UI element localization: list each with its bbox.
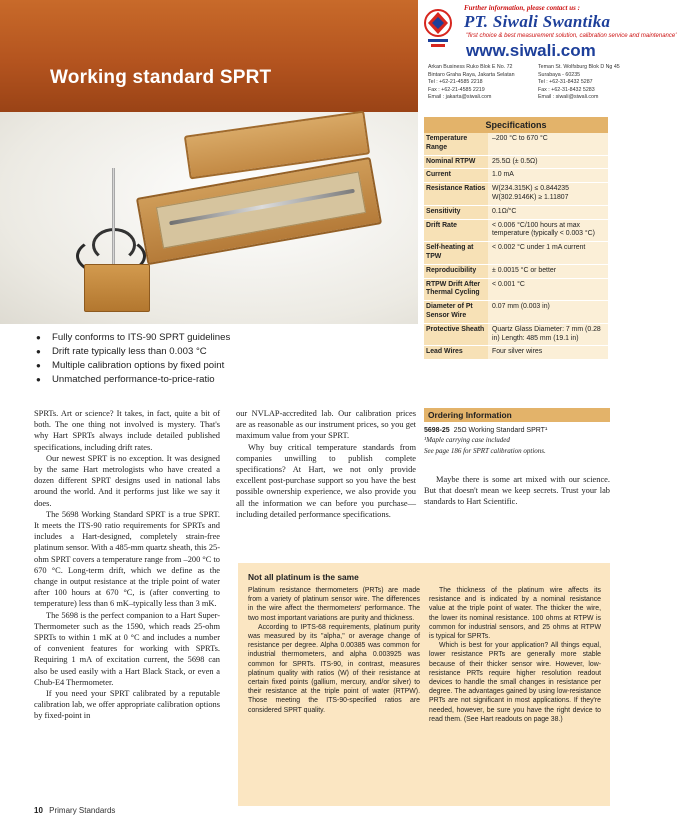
spec-row <box>424 242 608 265</box>
spec-label: Protective Sheath <box>424 323 488 346</box>
banner-background <box>0 0 418 112</box>
feature-item: ● Fully conforms to ITS-90 SPRT guidelines <box>36 331 230 345</box>
body-paragraph: Why buy critical temperature standards from companies unwilling to publish complete specifications? At Hart, we not only provide excellent post-purchase support so you have the best possible ownership experience, we also provide you all the information we can before you purchase—including detailed performance specifications. <box>236 442 416 519</box>
company-logo-icon <box>422 8 454 54</box>
ordering-information <box>424 408 610 457</box>
spec-row <box>424 155 608 169</box>
spec-row <box>424 346 608 360</box>
body-paragraph: Our newest SPRT is no exception. It was designed by the same Hart metrologists who have created a dozen different SPRT designs used in national labs around the world. And it performs just like we say it does. <box>34 453 220 508</box>
spec-value: < 0.002 °C under 1 mA current <box>488 242 608 265</box>
spec-label: Drift Rate <box>424 219 488 242</box>
model-number: 5698-25 <box>424 427 450 434</box>
ordering-heading: Ordering Information <box>424 408 610 422</box>
page-title: Working standard SPRT <box>50 67 272 88</box>
spec-label: Lead Wires <box>424 346 488 360</box>
spec-label: RTPW Drift After Thermal Cycling <box>424 278 488 301</box>
body-paragraph: SPRTs. Art or science? It takes, in fact, quite a bit of both. The one thing not involved is mystery. That's why Hart SPRTs always include detailed published specifications, including drift rates. <box>34 409 220 452</box>
sidebar-paragraph: Which is best for your application? All things equal, lower resistance PRTs are generally more stable because of their thicker sensor wire. However, low-resistance PRTs require higher resolution readout devices to handle the small changes in resistance per degree. The advantages gained by using low-resistance PRTs are not significant in most applications. If they're needed, however, be sure you have the right device to read them. (See Hart readouts on page 38.) <box>429 642 601 723</box>
spec-value: Quartz Glass Diameter: 7 mm (0.28 in) Length: 485 mm (19.1 in) <box>488 323 608 346</box>
spec-row <box>424 278 608 301</box>
address-jakarta: Arkan Business Ruko Blok E No. 72 Bintaro Graha Raya, Jakarta Selatan Tel : +62-21-4585 2218 Fax : +62-21-4585 2219 Email : jakarta@siwali.com <box>428 64 515 101</box>
company-name: PT. Siwali Swantika <box>464 12 611 31</box>
spec-row <box>424 219 608 242</box>
spec-label: Current <box>424 169 488 183</box>
page-footer <box>34 806 115 815</box>
feature-item: ● Unmatched performance-to-price-ratio <box>36 373 230 387</box>
spec-row <box>424 133 608 155</box>
standing-probe <box>112 168 115 268</box>
spec-value: 0.07 mm (0.003 in) <box>488 301 608 324</box>
spec-row <box>424 301 608 324</box>
spec-label: Temperature Range <box>424 133 488 155</box>
body-paragraph: The 5698 is the perfect companion to a Hart Super-Thermometer such as the 1590, which reads 25-ohm SPRTs to within 1 mK at 0 °C and includes a number of convenient features for working with SPRTs. Requiring 1 mA of excitation current, the 5698 can also be used easily with a Hart Black Stack, or even a Chub-E4 Thermometer. <box>34 610 220 687</box>
body-column-3: Maybe there is some art mixed with our science. But that doesn't mean we keep secrets. Trust your lab standards to Hart Scientific. <box>424 475 610 507</box>
order-footnote: ¹Maple carrying case included <box>424 436 510 444</box>
page-number: 10 <box>34 806 43 815</box>
body-column-1 <box>34 408 220 722</box>
spec-row <box>424 264 608 278</box>
spec-row <box>424 183 608 206</box>
sidebar-column-right <box>429 586 601 724</box>
spec-label: Sensitivity <box>424 205 488 219</box>
company-tagline: "first choice & best measurement solution, calibration service and maintenance" <box>466 33 677 39</box>
spec-label: Resistance Ratios <box>424 183 488 206</box>
company-website-link[interactable]: www.siwali.com <box>466 41 596 60</box>
spec-label: Self-heating at TPW <box>424 242 488 265</box>
spec-value: W(234.315K) ≤ 0.844235 W(302.9146K) ≥ 1.11807 <box>488 183 608 206</box>
wooden-stand <box>84 264 150 312</box>
section-name: Primary Standards <box>49 806 116 815</box>
body-paragraph: The 5698 Working Standard SPRT is a true SPRT. It meets the ITS-90 ratio requirements for SPRTs and includes a Hart-designed, completely strain-free platinum sensor. With a 485-mm quartz sheath, this 25-ohm SPRT covers a temperature range from –200 °C to 670 °C. Long-term drift, which we define as the change in output resistance at the triple point of water after 100 hours at 670 °C, is (after converting to temperature) less than 6 mK–typically less than 3 mK. <box>34 509 220 609</box>
body-paragraph: our NVLAP-accredited lab. Our calibration prices are as reasonable as our instrument prices, so you get maximum value from your SPRT. <box>236 409 416 441</box>
address-surabaya: Teman St. Wolfsburg Blok D Ng 45 Surabaya - 60235 Tel : +62-31-8432 5287 Fax : +62-31-8432 5283 Email : siwali@siwali.com <box>538 64 620 101</box>
spec-row <box>424 323 608 346</box>
platinum-sidebar <box>238 563 610 806</box>
spec-value: 0.1Ω/°C <box>488 205 608 219</box>
spec-value: 25.5Ω (± 0.5Ω) <box>488 155 608 169</box>
spec-row <box>424 205 608 219</box>
feature-item: ● Multiple calibration options by fixed point <box>36 359 230 373</box>
order-line <box>424 426 610 435</box>
spec-row <box>424 169 608 183</box>
contact-heading: Further information, please contact us : <box>464 4 580 12</box>
sidebar-paragraph: Platinum resistance thermometers (PRTs) are made from a variety of platinum sensor wire. The differences in the wire affect the thermometers' performance. The two most important variations are purity and thickness. <box>248 587 420 622</box>
spec-value: Four silver wires <box>488 346 608 360</box>
model-description: 25Ω Working Standard SPRT¹ <box>453 427 548 434</box>
contact-block <box>418 0 677 112</box>
spec-value: 1.0 mA <box>488 169 608 183</box>
sidebar-title: Not all platinum is the same <box>248 572 359 582</box>
spec-label: Reproducibility <box>424 264 488 278</box>
spec-value: ± 0.0015 °C or better <box>488 264 608 278</box>
body-paragraph: If you need your SPRT calibrated by a reputable calibration lab, we offer appropriate calibration options by fixed-point in <box>34 689 220 721</box>
top-banner <box>0 0 677 112</box>
specifications-table <box>424 117 608 360</box>
body-column-2 <box>236 408 416 520</box>
feature-list <box>36 331 230 387</box>
feature-item: ● Drift rate typically less than 0.003 °C <box>36 345 230 359</box>
order-reference: See page 186 for SPRT calibration options. <box>424 447 546 455</box>
sidebar-paragraph: The thickness of the platinum wire affects its resistance and is indicated by a nominal resistance value at the triple point of water. The thicker the wire, the lower its nominal resistance. 100 ohms at RTPW is common for industrial sensors, and 25 ohms at RTPW is typical for SPRTs. <box>429 587 601 641</box>
specifications-heading: Specifications <box>424 117 608 133</box>
spec-label: Diameter of Pt Sensor Wire <box>424 301 488 324</box>
spec-value: < 0.001 °C <box>488 278 608 301</box>
sidebar-column-left <box>248 586 420 715</box>
sidebar-paragraph: According to IPTS-68 requirements, platinum purity was measured by its "alpha," or average change of resistance per degree. Alpha 0.00385 was common for industrial thermometers, and alpha 0.003925 was common for SPRTs. ITS-90, in contrast, measures platinum quality with ratios (W) of their resistance at certain fixed points (gallium, mercury, and/or silver) to their resistance at the triple point of water (RTPW). Those meeting the ITS-90-specified ratios are considered SPRT quality. <box>248 623 420 714</box>
spec-value: < 0.006 °C/100 hours at max temperature (typically < 0.003 °C) <box>488 219 608 242</box>
spec-value: –200 °C to 670 °C <box>488 133 608 155</box>
spec-label: Nominal RTPW <box>424 155 488 169</box>
